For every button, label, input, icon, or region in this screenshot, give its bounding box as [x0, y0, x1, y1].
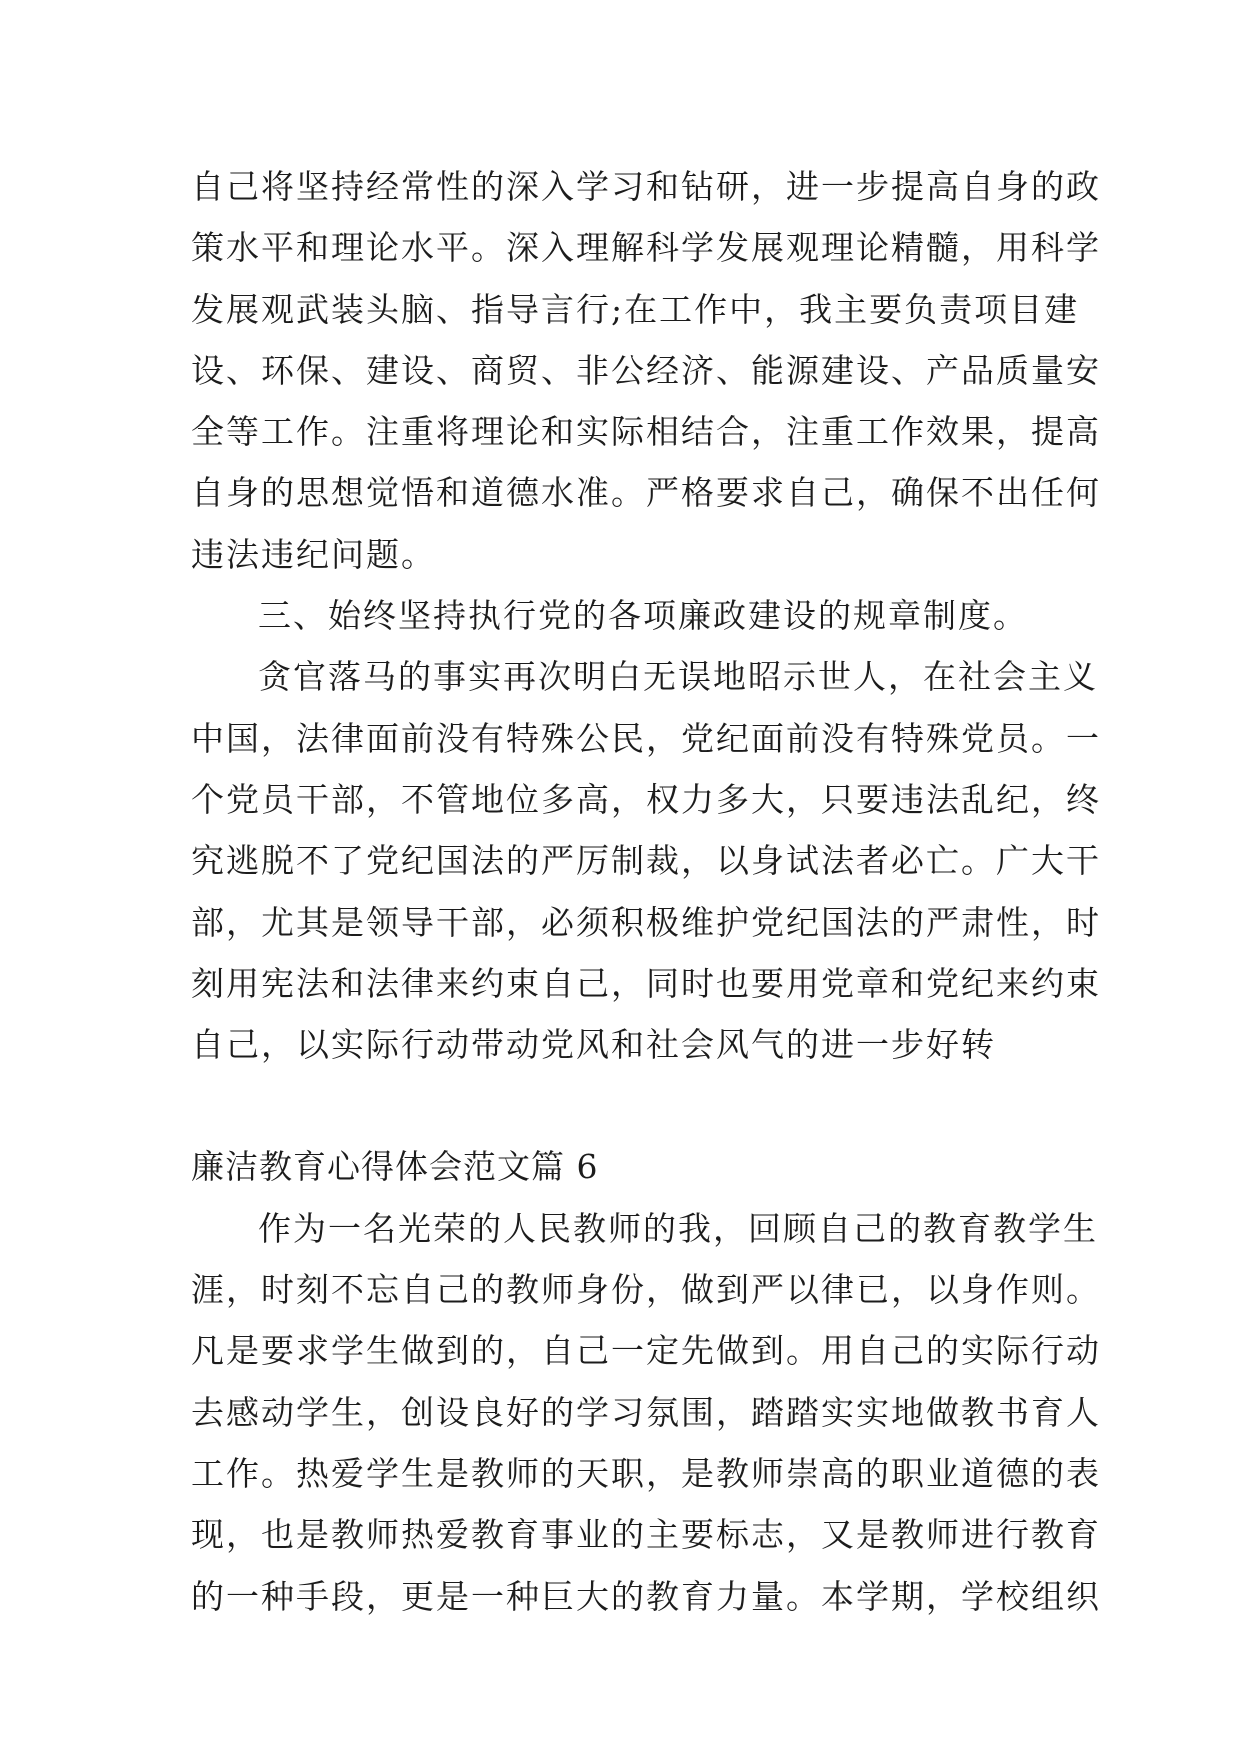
text-line: 刻用宪法和法律来约束自己，同时也要用党章和党纪来约束 [191, 963, 1101, 1003]
text-line: 作为一名光荣的人民教师的我，回顾自己的教育教学生 [258, 1208, 1098, 1248]
section-title: 廉洁教育心得体会范文篇 6 [191, 1147, 599, 1187]
text-line: 凡是要求学生做到的，自己一定先做到。用自己的实际行动 [191, 1331, 1101, 1371]
paragraph [191, 646, 1101, 1075]
text-line: 个党员干部，不管地位多高，权力多大，只要违法乱纪，终 [191, 779, 1101, 819]
text-line: 策水平和理论水平。深入理解科学发展观理论精髓，用科学 [191, 228, 1101, 268]
subheading-paragraph [191, 585, 1051, 646]
text-line: 去感动学生，创设良好的学习氛围，踏踏实实地做教书育人 [191, 1392, 1101, 1432]
text-line: 现，也是教师热爱教育事业的主要标志，又是教师进行教育 [191, 1515, 1101, 1555]
blank-line [191, 1075, 1051, 1136]
text-line: 自己，以实际行动带动党风和社会风气的进一步好转 [191, 1025, 996, 1065]
text-line: 自身的思想觉悟和道德水准。严格要求自己，确保不出任何 [191, 473, 1101, 513]
paragraph [191, 1198, 1101, 1627]
text-line: 究逃脱不了党纪国法的严厉制裁，以身试法者必亡。广大干 [191, 841, 1101, 881]
text-line: 三、始终坚持执行党的各项廉政建设的规章制度。 [258, 596, 1028, 636]
text-line: 违法违纪问题。 [191, 534, 436, 574]
document-body [191, 156, 1101, 1627]
text-line: 全等工作。注重将理论和实际相结合，注重工作效果，提高 [191, 412, 1101, 452]
text-line: 涯，时刻不忘自己的教师身份，做到严以律已，以身作则。 [191, 1270, 1101, 1310]
paragraph-continuation [191, 156, 1101, 585]
text-line: 的一种手段，更是一种巨大的教育力量。本学期，学校组织 [191, 1576, 1101, 1616]
text-line: 自己将坚持经常性的深入学习和钻研，进一步提高自身的政 [191, 167, 1101, 206]
text-line: 设、环保、建设、商贸、非公经济、能源建设、产品质量安 [191, 350, 1101, 390]
text-line: 部，尤其是领导干部，必须积极维护党纪国法的严肃性，时 [191, 902, 1101, 942]
text-line: 中国，法律面前没有特殊公民，党纪面前没有特殊党员。一 [191, 718, 1101, 758]
text-line: 发展观武装头脑、指导言行;在工作中，我主要负责项目建 [191, 289, 1080, 329]
text-line: 工作。热爱学生是教师的天职，是教师崇高的职业道德的表 [191, 1453, 1101, 1493]
text-line: 贪官落马的事实再次明白无误地昭示世人，在社会主义 [258, 657, 1098, 697]
